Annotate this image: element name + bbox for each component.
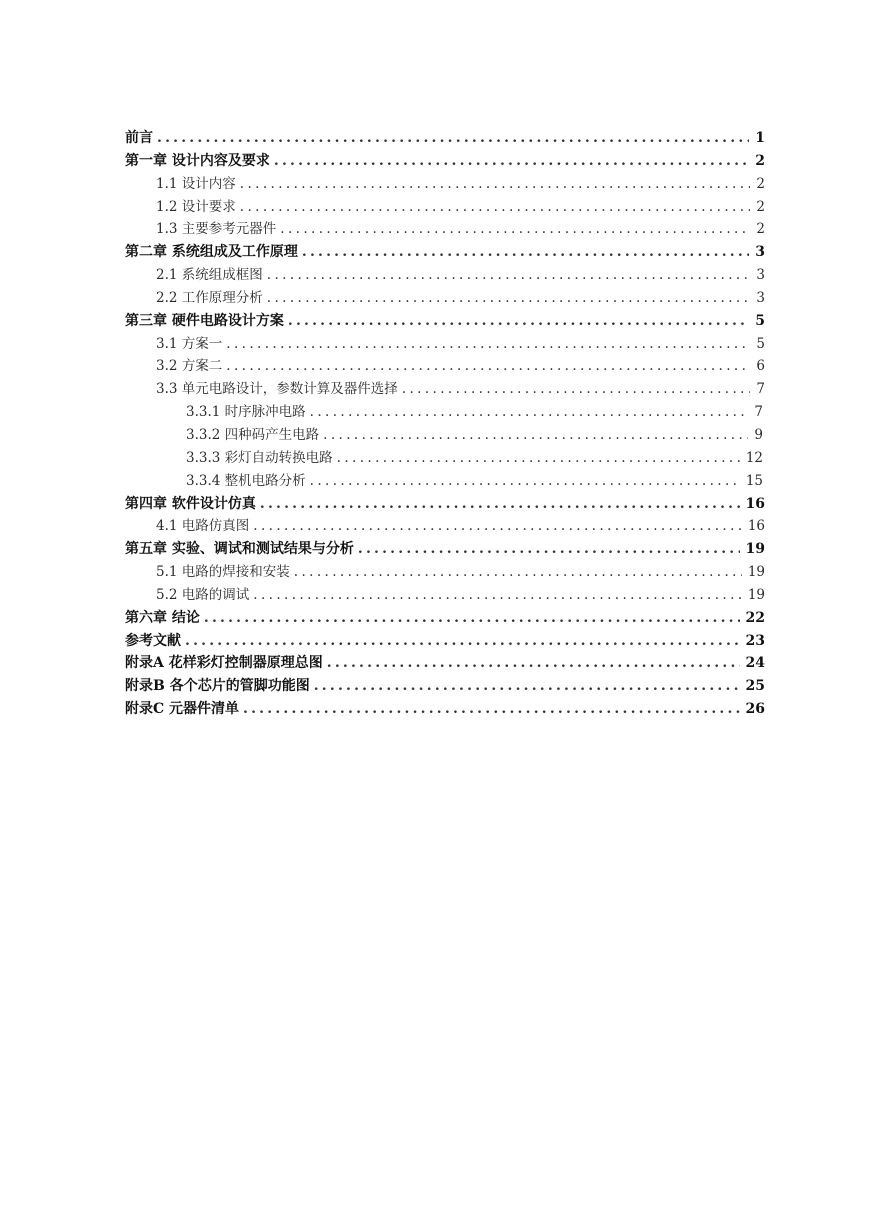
toc-dot-leader [240,173,751,196]
toc-entry-page-number: 23 [745,632,765,649]
toc-entry-page-number: 2 [756,221,765,238]
toc-entry-title: 第六章 结论 [125,609,200,626]
toc-entry [125,561,765,584]
toc-dot-leader [314,675,740,698]
toc-dot-leader [226,333,750,356]
toc-dot-leader [267,264,751,287]
toc-dot-leader [310,401,749,424]
toc-entry-page-number: 3 [756,289,765,306]
toc-entry-title: 第五章 实验、调试和测试结果与分析 [125,541,354,558]
toc-entry-title: 3.1 方案一 [156,335,223,352]
toc-entry [125,447,765,470]
toc-entry-title: 1.3 主要参考元器件 [156,221,277,238]
toc-dot-leader [294,561,742,584]
toc-entry-page-number: 7 [754,404,763,421]
toc-entry-page-number: 3 [755,244,765,261]
toc-entry-page-number: 24 [745,655,765,672]
toc-dot-leader [260,493,740,516]
toc-entry [125,675,765,698]
toc-entry-page-number: 1 [755,130,765,146]
toc-entry-title: 第二章 系统组成及工作原理 [125,244,298,261]
toc-entry [125,378,765,401]
toc-entry [125,173,765,196]
toc-dot-leader [243,698,739,721]
toc-entry-page-number: 2 [756,198,765,215]
toc-entry [125,515,765,538]
toc-entry-title: 附录A 花样彩灯控制器原理总图 [125,655,323,672]
toc-entry [125,584,765,607]
toc-dot-leader [302,241,749,264]
toc-entry-page-number: 25 [745,678,765,695]
toc-dot-leader [323,424,748,447]
toc-dot-leader [185,630,740,653]
toc-entry-page-number: 3 [756,267,765,284]
toc-entry-page-number: 5 [755,312,765,329]
toc-entry-title: 附录B 各个芯片的管脚功能图 [125,678,310,695]
toc-entry-page-number: 19 [747,564,765,581]
toc-entry-page-number: 12 [745,449,763,466]
toc-entry-title: 2.2 工作原理分析 [156,289,263,306]
toc-entry [125,333,765,356]
toc-dot-leader [253,515,742,538]
toc-entry-page-number: 19 [747,586,765,603]
toc-dot-leader [253,584,742,607]
toc-entry [125,355,765,378]
toc-entry [125,652,765,675]
toc-entry [125,127,765,150]
toc-entry [125,196,765,219]
toc-entry-page-number: 16 [745,495,765,512]
toc-dot-leader [226,355,750,378]
toc-dot-leader [280,218,750,241]
toc-entry [125,401,765,424]
toc-entry-page-number: 9 [754,426,763,443]
toc-dot-leader [358,538,740,561]
toc-entry-title: 附录C 元器件清单 [125,701,240,718]
toc-entry-title: 2.1 系统组成框图 [156,267,263,284]
toc-dot-leader [267,287,751,310]
toc-entry-title: 3.2 方案二 [156,358,223,375]
toc-dot-leader [157,127,749,150]
toc-entry-page-number: 6 [756,358,765,375]
toc-entry-title: 第三章 硬件电路设计方案 [125,312,284,329]
toc-entry-title: 3.3.2 四种码产生电路 [186,426,320,443]
toc-entry [125,538,765,561]
toc-dot-leader [402,378,751,401]
toc-dot-leader [327,652,740,675]
toc-entry [125,630,765,653]
toc-entry [125,470,765,493]
toc-entry-title: 3.3.4 整机电路分析 [186,472,306,489]
toc-entry-title: 5.1 电路的焊接和安装 [156,564,290,581]
toc-entry-page-number: 5 [756,335,765,352]
toc-entry-page-number: 2 [756,175,765,192]
toc-entry-page-number: 22 [745,609,765,626]
toc-entry-title: 前言 [125,130,153,146]
toc-entry-title: 第四章 软件设计仿真 [125,495,256,512]
toc-entry-page-number: 26 [745,701,765,718]
toc-entry-title: 5.2 电路的调试 [156,586,250,603]
toc-entry [125,150,765,173]
toc-entry [125,424,765,447]
toc-entry [125,287,765,310]
toc-entry [125,493,765,516]
toc-entry-page-number: 16 [747,518,765,535]
toc-entry-page-number: 15 [745,472,763,489]
toc-entry-title: 3.3.3 彩灯自动转换电路 [186,449,333,466]
toc-entry-page-number: 2 [755,152,765,169]
toc-entry [125,241,765,264]
toc-entry [125,698,765,721]
toc-entry [125,218,765,241]
toc-entry-page-number: 19 [745,541,765,558]
toc-entry-page-number: 7 [756,381,765,398]
toc-entry-title: 3.3.1 时序脉冲电路 [186,404,306,421]
toc-entry [125,264,765,287]
toc-dot-leader [204,607,740,630]
toc-dot-leader [274,150,749,173]
table-of-contents [125,127,765,721]
toc-entry [125,607,765,630]
toc-entry-title: 1.2 设计要求 [156,198,236,215]
toc-dot-leader [310,470,740,493]
toc-entry [125,310,765,333]
toc-entry-title: 1.1 设计内容 [156,175,236,192]
toc-dot-leader [240,196,751,219]
toc-dot-leader [337,447,740,470]
toc-dot-leader [288,310,749,333]
toc-entry-title: 参考文献 [125,632,181,649]
toc-entry-title: 4.1 电路仿真图 [156,518,250,535]
toc-entry-title: 第一章 设计内容及要求 [125,152,270,169]
toc-entry-title: 3.3 单元电路设计，参数计算及器件选择 [156,381,398,398]
